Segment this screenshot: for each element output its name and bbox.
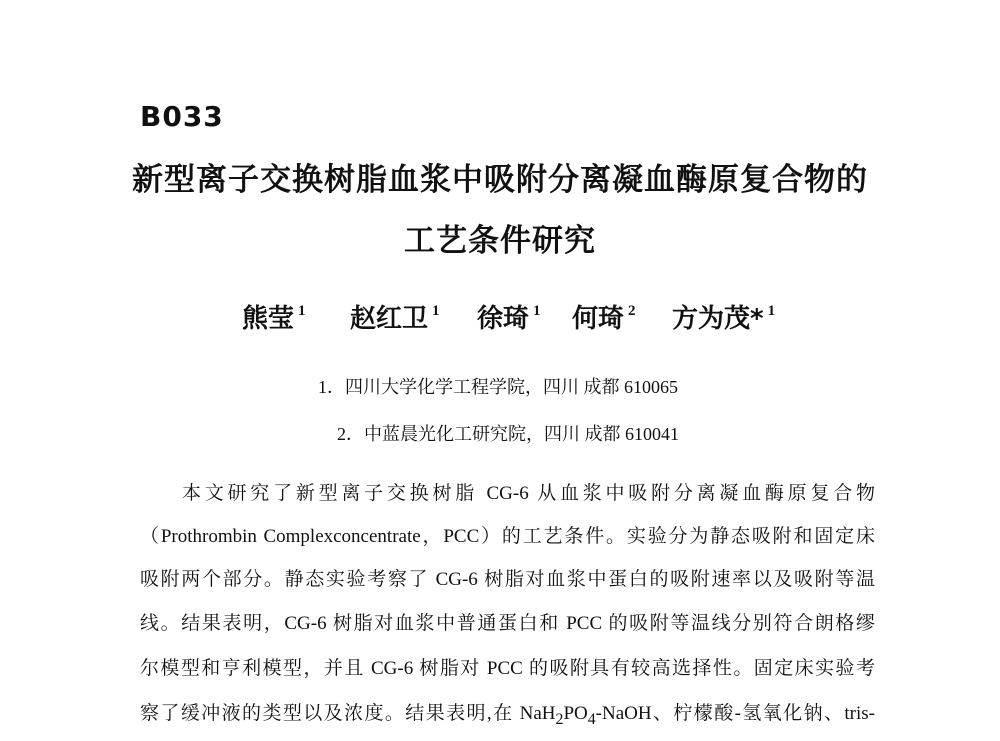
author-3 — [477, 298, 541, 335]
author-affiliation-mark: 1 — [533, 303, 541, 319]
abstract-line-3: 吸附两个部分。静态实验考察了 CG-6 树脂对血浆中蛋白的吸附速率以及吸附等温 — [140, 569, 875, 590]
author-name: 何琦 — [572, 304, 625, 334]
author-affiliation-mark: 1 — [432, 303, 440, 319]
author-name: 徐琦 — [477, 304, 530, 334]
title-line-1: 新型离子交换树脂血浆中吸附分离凝血酶原复合物的 — [132, 162, 868, 198]
author-1 — [242, 298, 306, 335]
affiliation-1: 1．四川大学化学工程学院，四川 成都 610065 — [318, 377, 678, 397]
abstract-line-1: 本文研究了新型离子交换树脂 CG-6 从血浆中吸附分离凝血酶原复合物 — [182, 483, 875, 504]
title-line-2: 工艺条件研究 — [404, 223, 596, 259]
author-name: 赵红卫 — [350, 304, 429, 334]
author-5 — [672, 298, 775, 335]
abstract-line-4: 线。结果表明，CG-6 树脂对血浆中普通蛋白和 PCC 的吸附等温线分别符合朗格缪 — [140, 613, 875, 634]
author-list — [242, 298, 802, 338]
abstract-line-2: （Prothrombin Complexconcentrate，PCC）的工艺条件。实验分为静态吸附和固定床 — [140, 526, 875, 547]
author-name: 熊莹 — [242, 304, 295, 334]
abstract-line-6: 察了缓冲液的类型以及浓度。结果表明,在 $NaH_2PO_4$-NaOH、柠檬酸-氢氧化钠、tris- — [140, 703, 875, 728]
author-affiliation-mark: 1 — [767, 303, 776, 319]
author-4 — [572, 298, 636, 335]
document-code: B033 — [140, 100, 224, 133]
abstract-line-5: 尔模型和亨利模型，并且 CG-6 树脂对 PCC 的吸附具有较高选择性。固定床实验考 — [140, 658, 875, 679]
author-name: 方为茂* — [672, 304, 764, 334]
author-2 — [350, 298, 440, 335]
author-affiliation-mark: 2 — [628, 303, 636, 319]
author-affiliation-mark: 1 — [298, 303, 306, 319]
affiliation-2: 2．中蓝晨光化工研究院，四川 成都 610041 — [337, 424, 679, 444]
